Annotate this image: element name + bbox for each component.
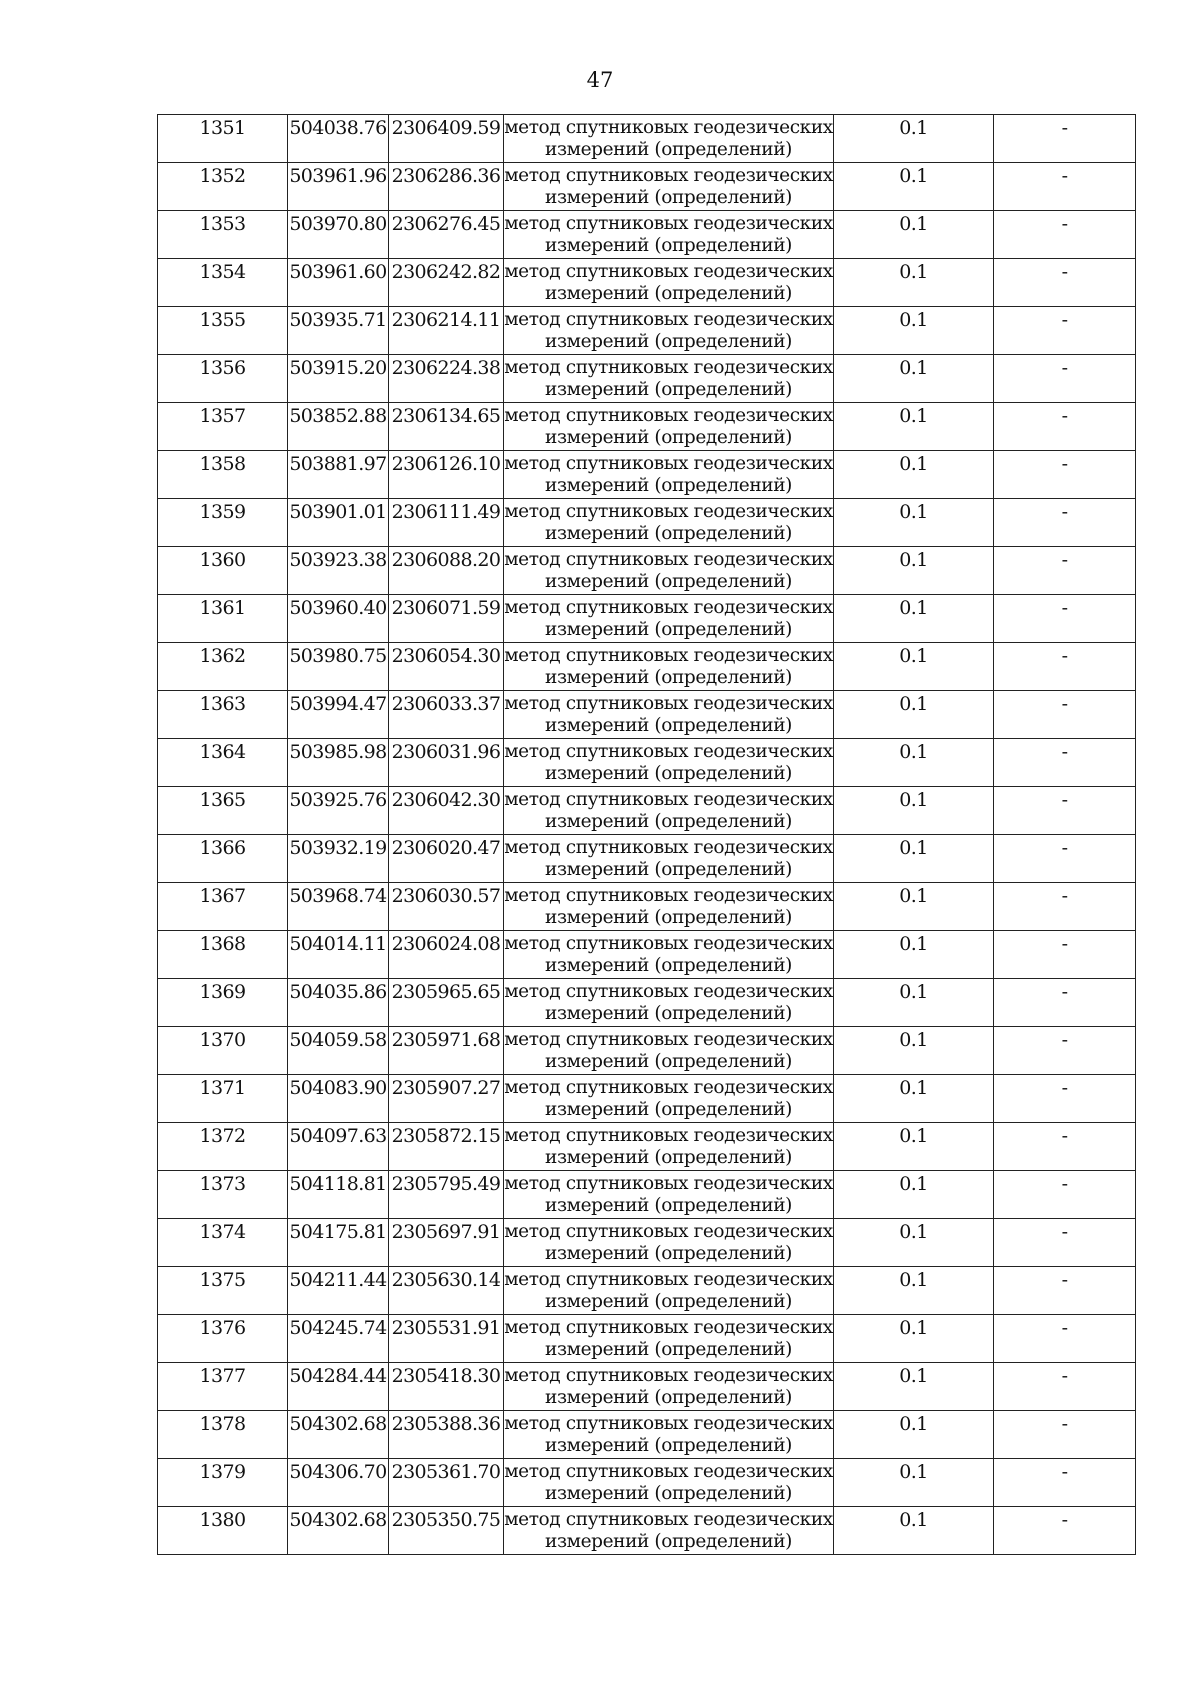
table-row bbox=[158, 211, 1136, 259]
table-row bbox=[158, 739, 1136, 787]
y-coordinate-cell: 2305971.68 bbox=[389, 1027, 504, 1075]
x-coordinate-cell: 504245.74 bbox=[288, 1315, 389, 1363]
method-cell bbox=[504, 499, 834, 547]
method-cell bbox=[504, 883, 834, 931]
method-cell bbox=[504, 1027, 834, 1075]
accuracy-cell: 0.1 bbox=[834, 163, 994, 211]
method-line-1: метод спутниковых геодезических bbox=[504, 1221, 833, 1242]
method-line-2: измерений (определений) bbox=[545, 283, 792, 304]
x-coordinate-cell: 504211.44 bbox=[288, 1267, 389, 1315]
table-row bbox=[158, 1507, 1136, 1555]
method-line-2: измерений (определений) bbox=[545, 715, 792, 736]
method-line-1: метод спутниковых геодезических bbox=[504, 453, 833, 474]
method-line-1: метод спутниковых геодезических bbox=[504, 837, 833, 858]
table-row bbox=[158, 547, 1136, 595]
accuracy-cell: 0.1 bbox=[834, 835, 994, 883]
accuracy-cell: 0.1 bbox=[834, 979, 994, 1027]
table-row bbox=[158, 1459, 1136, 1507]
point-number-cell: 1365 bbox=[158, 787, 288, 835]
method-line-1: метод спутниковых геодезических bbox=[504, 1077, 833, 1098]
x-coordinate-cell: 503925.76 bbox=[288, 787, 389, 835]
accuracy-cell: 0.1 bbox=[834, 691, 994, 739]
method-cell bbox=[504, 115, 834, 163]
method-line-2: измерений (определений) bbox=[545, 763, 792, 784]
method-line-1: метод спутниковых геодезических bbox=[504, 309, 833, 330]
point-number-cell: 1355 bbox=[158, 307, 288, 355]
point-number-cell: 1376 bbox=[158, 1315, 288, 1363]
note-cell: - bbox=[994, 499, 1136, 547]
method-line-2: измерений (определений) bbox=[545, 1339, 792, 1360]
method-line-1: метод спутниковых геодезических bbox=[504, 741, 833, 762]
method-line-2: измерений (определений) bbox=[545, 1195, 792, 1216]
point-number-cell: 1363 bbox=[158, 691, 288, 739]
accuracy-cell: 0.1 bbox=[834, 1267, 994, 1315]
y-coordinate-cell: 2306224.38 bbox=[389, 355, 504, 403]
table-row bbox=[158, 163, 1136, 211]
method-cell bbox=[504, 1459, 834, 1507]
x-coordinate-cell: 503881.97 bbox=[288, 451, 389, 499]
table-row bbox=[158, 307, 1136, 355]
point-number-cell: 1370 bbox=[158, 1027, 288, 1075]
accuracy-cell: 0.1 bbox=[834, 1411, 994, 1459]
accuracy-cell: 0.1 bbox=[834, 1027, 994, 1075]
point-number-cell: 1359 bbox=[158, 499, 288, 547]
method-line-1: метод спутниковых геодезических bbox=[504, 1173, 833, 1194]
x-coordinate-cell: 503935.71 bbox=[288, 307, 389, 355]
note-cell: - bbox=[994, 355, 1136, 403]
y-coordinate-cell: 2305531.91 bbox=[389, 1315, 504, 1363]
note-cell: - bbox=[994, 691, 1136, 739]
point-number-cell: 1357 bbox=[158, 403, 288, 451]
accuracy-cell: 0.1 bbox=[834, 211, 994, 259]
table-row bbox=[158, 403, 1136, 451]
table-row bbox=[158, 1171, 1136, 1219]
method-line-1: метод спутниковых геодезических bbox=[504, 597, 833, 618]
y-coordinate-cell: 2306286.36 bbox=[389, 163, 504, 211]
y-coordinate-cell: 2306111.49 bbox=[389, 499, 504, 547]
method-cell bbox=[504, 1219, 834, 1267]
note-cell: - bbox=[994, 547, 1136, 595]
method-cell bbox=[504, 1363, 834, 1411]
method-line-1: метод спутниковых геодезических bbox=[504, 1125, 833, 1146]
note-cell: - bbox=[994, 643, 1136, 691]
x-coordinate-cell: 503901.01 bbox=[288, 499, 389, 547]
note-cell: - bbox=[994, 835, 1136, 883]
table-row bbox=[158, 499, 1136, 547]
x-coordinate-cell: 503968.74 bbox=[288, 883, 389, 931]
table-row bbox=[158, 691, 1136, 739]
x-coordinate-cell: 503932.19 bbox=[288, 835, 389, 883]
method-cell bbox=[504, 835, 834, 883]
x-coordinate-cell: 503852.88 bbox=[288, 403, 389, 451]
method-cell bbox=[504, 1075, 834, 1123]
accuracy-cell: 0.1 bbox=[834, 1459, 994, 1507]
method-line-2: измерений (определений) bbox=[545, 859, 792, 880]
y-coordinate-cell: 2306042.30 bbox=[389, 787, 504, 835]
note-cell: - bbox=[994, 1363, 1136, 1411]
x-coordinate-cell: 504118.81 bbox=[288, 1171, 389, 1219]
method-line-2: измерений (определений) bbox=[545, 427, 792, 448]
x-coordinate-cell: 504175.81 bbox=[288, 1219, 389, 1267]
y-coordinate-cell: 2305795.49 bbox=[389, 1171, 504, 1219]
y-coordinate-cell: 2306214.11 bbox=[389, 307, 504, 355]
accuracy-cell: 0.1 bbox=[834, 403, 994, 451]
method-line-2: измерений (определений) bbox=[545, 523, 792, 544]
table-row bbox=[158, 835, 1136, 883]
accuracy-cell: 0.1 bbox=[834, 1363, 994, 1411]
accuracy-cell: 0.1 bbox=[834, 931, 994, 979]
note-cell: - bbox=[994, 1171, 1136, 1219]
y-coordinate-cell: 2306134.65 bbox=[389, 403, 504, 451]
table-row bbox=[158, 931, 1136, 979]
x-coordinate-cell: 503970.80 bbox=[288, 211, 389, 259]
method-cell bbox=[504, 1267, 834, 1315]
method-line-1: метод спутниковых геодезических bbox=[504, 1461, 833, 1482]
note-cell: - bbox=[994, 163, 1136, 211]
x-coordinate-cell: 503923.38 bbox=[288, 547, 389, 595]
point-number-cell: 1356 bbox=[158, 355, 288, 403]
method-line-2: измерений (определений) bbox=[545, 235, 792, 256]
method-cell bbox=[504, 211, 834, 259]
accuracy-cell: 0.1 bbox=[834, 1219, 994, 1267]
method-line-1: метод спутниковых геодезических bbox=[504, 165, 833, 186]
y-coordinate-cell: 2306276.45 bbox=[389, 211, 504, 259]
point-number-cell: 1375 bbox=[158, 1267, 288, 1315]
method-cell bbox=[504, 547, 834, 595]
y-coordinate-cell: 2306024.08 bbox=[389, 931, 504, 979]
note-cell: - bbox=[994, 1027, 1136, 1075]
method-line-2: измерений (определений) bbox=[545, 667, 792, 688]
point-number-cell: 1351 bbox=[158, 115, 288, 163]
point-number-cell: 1379 bbox=[158, 1459, 288, 1507]
method-line-1: метод спутниковых геодезических bbox=[504, 261, 833, 282]
x-coordinate-cell: 504302.68 bbox=[288, 1507, 389, 1555]
method-line-2: измерений (определений) bbox=[545, 331, 792, 352]
point-number-cell: 1371 bbox=[158, 1075, 288, 1123]
method-line-1: метод спутниковых геодезических bbox=[504, 501, 833, 522]
method-line-2: измерений (определений) bbox=[545, 1003, 792, 1024]
table-row bbox=[158, 1075, 1136, 1123]
note-cell: - bbox=[994, 1411, 1136, 1459]
note-cell: - bbox=[994, 883, 1136, 931]
accuracy-cell: 0.1 bbox=[834, 1171, 994, 1219]
method-cell bbox=[504, 1171, 834, 1219]
method-line-2: измерений (определений) bbox=[545, 1147, 792, 1168]
accuracy-cell: 0.1 bbox=[834, 451, 994, 499]
note-cell: - bbox=[994, 1075, 1136, 1123]
method-line-1: метод спутниковых геодезических bbox=[504, 117, 833, 138]
x-coordinate-cell: 504059.58 bbox=[288, 1027, 389, 1075]
point-number-cell: 1378 bbox=[158, 1411, 288, 1459]
note-cell: - bbox=[994, 259, 1136, 307]
method-cell bbox=[504, 403, 834, 451]
note-cell: - bbox=[994, 1267, 1136, 1315]
note-cell: - bbox=[994, 739, 1136, 787]
method-cell bbox=[504, 1411, 834, 1459]
method-cell bbox=[504, 307, 834, 355]
accuracy-cell: 0.1 bbox=[834, 739, 994, 787]
method-line-2: измерений (определений) bbox=[545, 1387, 792, 1408]
method-line-1: метод спутниковых геодезических bbox=[504, 645, 833, 666]
point-number-cell: 1374 bbox=[158, 1219, 288, 1267]
table-row bbox=[158, 1363, 1136, 1411]
x-coordinate-cell: 503960.40 bbox=[288, 595, 389, 643]
point-number-cell: 1352 bbox=[158, 163, 288, 211]
y-coordinate-cell: 2305388.36 bbox=[389, 1411, 504, 1459]
point-number-cell: 1367 bbox=[158, 883, 288, 931]
accuracy-cell: 0.1 bbox=[834, 1075, 994, 1123]
x-coordinate-cell: 503985.98 bbox=[288, 739, 389, 787]
point-number-cell: 1369 bbox=[158, 979, 288, 1027]
method-line-2: измерений (определений) bbox=[545, 1243, 792, 1264]
table-row bbox=[158, 1267, 1136, 1315]
method-cell bbox=[504, 979, 834, 1027]
accuracy-cell: 0.1 bbox=[834, 595, 994, 643]
x-coordinate-cell: 503994.47 bbox=[288, 691, 389, 739]
y-coordinate-cell: 2306071.59 bbox=[389, 595, 504, 643]
note-cell: - bbox=[994, 979, 1136, 1027]
table-row bbox=[158, 1219, 1136, 1267]
point-number-cell: 1377 bbox=[158, 1363, 288, 1411]
method-line-1: метод спутниковых геодезических bbox=[504, 1413, 833, 1434]
x-coordinate-cell: 503961.60 bbox=[288, 259, 389, 307]
x-coordinate-cell: 503961.96 bbox=[288, 163, 389, 211]
y-coordinate-cell: 2305965.65 bbox=[389, 979, 504, 1027]
y-coordinate-cell: 2306409.59 bbox=[389, 115, 504, 163]
table-row bbox=[158, 1315, 1136, 1363]
table-row bbox=[158, 1123, 1136, 1171]
table-row bbox=[158, 355, 1136, 403]
x-coordinate-cell: 504083.90 bbox=[288, 1075, 389, 1123]
point-number-cell: 1368 bbox=[158, 931, 288, 979]
point-number-cell: 1360 bbox=[158, 547, 288, 595]
y-coordinate-cell: 2306088.20 bbox=[389, 547, 504, 595]
method-cell bbox=[504, 1315, 834, 1363]
accuracy-cell: 0.1 bbox=[834, 883, 994, 931]
method-line-2: измерений (определений) bbox=[545, 1099, 792, 1120]
point-number-cell: 1353 bbox=[158, 211, 288, 259]
method-line-1: метод спутниковых геодезических bbox=[504, 1029, 833, 1050]
method-line-2: измерений (определений) bbox=[545, 619, 792, 640]
method-cell bbox=[504, 595, 834, 643]
method-cell bbox=[504, 451, 834, 499]
method-line-1: метод спутниковых геодезических bbox=[504, 549, 833, 570]
table-row bbox=[158, 979, 1136, 1027]
method-line-1: метод спутниковых геодезических bbox=[504, 885, 833, 906]
accuracy-cell: 0.1 bbox=[834, 643, 994, 691]
point-number-cell: 1380 bbox=[158, 1507, 288, 1555]
point-number-cell: 1362 bbox=[158, 643, 288, 691]
table-row bbox=[158, 115, 1136, 163]
method-line-1: метод спутниковых геодезических bbox=[504, 933, 833, 954]
coordinates-table bbox=[157, 114, 1136, 1555]
method-line-2: измерений (определений) bbox=[545, 907, 792, 928]
note-cell: - bbox=[994, 1219, 1136, 1267]
method-line-1: метод спутниковых геодезических bbox=[504, 1269, 833, 1290]
y-coordinate-cell: 2306031.96 bbox=[389, 739, 504, 787]
method-line-2: измерений (определений) bbox=[545, 571, 792, 592]
x-coordinate-cell: 504302.68 bbox=[288, 1411, 389, 1459]
method-line-2: измерений (определений) bbox=[545, 187, 792, 208]
accuracy-cell: 0.1 bbox=[834, 499, 994, 547]
method-cell bbox=[504, 259, 834, 307]
method-line-1: метод спутниковых геодезических bbox=[504, 1509, 833, 1530]
y-coordinate-cell: 2305630.14 bbox=[389, 1267, 504, 1315]
method-cell bbox=[504, 643, 834, 691]
method-cell bbox=[504, 1123, 834, 1171]
accuracy-cell: 0.1 bbox=[834, 307, 994, 355]
method-line-1: метод спутниковых геодезических bbox=[504, 357, 833, 378]
note-cell: - bbox=[994, 1507, 1136, 1555]
y-coordinate-cell: 2305872.15 bbox=[389, 1123, 504, 1171]
note-cell: - bbox=[994, 595, 1136, 643]
x-coordinate-cell: 503980.75 bbox=[288, 643, 389, 691]
note-cell: - bbox=[994, 403, 1136, 451]
y-coordinate-cell: 2306033.37 bbox=[389, 691, 504, 739]
note-cell: - bbox=[994, 1459, 1136, 1507]
method-line-1: метод спутниковых геодезических bbox=[504, 981, 833, 1002]
table-row bbox=[158, 595, 1136, 643]
point-number-cell: 1364 bbox=[158, 739, 288, 787]
method-line-1: метод спутниковых геодезических bbox=[504, 405, 833, 426]
accuracy-cell: 0.1 bbox=[834, 1507, 994, 1555]
x-coordinate-cell: 504097.63 bbox=[288, 1123, 389, 1171]
accuracy-cell: 0.1 bbox=[834, 259, 994, 307]
note-cell: - bbox=[994, 115, 1136, 163]
method-line-1: метод спутниковых геодезических bbox=[504, 213, 833, 234]
note-cell: - bbox=[994, 1315, 1136, 1363]
method-line-2: измерений (определений) bbox=[545, 1051, 792, 1072]
note-cell: - bbox=[994, 931, 1136, 979]
y-coordinate-cell: 2306126.10 bbox=[389, 451, 504, 499]
method-line-2: измерений (определений) bbox=[545, 1483, 792, 1504]
method-line-2: измерений (определений) bbox=[545, 811, 792, 832]
method-cell bbox=[504, 691, 834, 739]
note-cell: - bbox=[994, 451, 1136, 499]
x-coordinate-cell: 504284.44 bbox=[288, 1363, 389, 1411]
page-number: 47 bbox=[586, 68, 614, 92]
method-line-2: измерений (определений) bbox=[545, 1291, 792, 1312]
point-number-cell: 1366 bbox=[158, 835, 288, 883]
point-number-cell: 1372 bbox=[158, 1123, 288, 1171]
method-cell bbox=[504, 739, 834, 787]
note-cell: - bbox=[994, 211, 1136, 259]
method-line-1: метод спутниковых геодезических bbox=[504, 789, 833, 810]
y-coordinate-cell: 2306242.82 bbox=[389, 259, 504, 307]
method-line-2: измерений (определений) bbox=[545, 1435, 792, 1456]
table-row bbox=[158, 787, 1136, 835]
note-cell: - bbox=[994, 1123, 1136, 1171]
y-coordinate-cell: 2306030.57 bbox=[389, 883, 504, 931]
x-coordinate-cell: 504014.11 bbox=[288, 931, 389, 979]
method-cell bbox=[504, 1507, 834, 1555]
y-coordinate-cell: 2305361.70 bbox=[389, 1459, 504, 1507]
note-cell: - bbox=[994, 307, 1136, 355]
x-coordinate-cell: 504035.86 bbox=[288, 979, 389, 1027]
table-row bbox=[158, 883, 1136, 931]
point-number-cell: 1373 bbox=[158, 1171, 288, 1219]
point-number-cell: 1361 bbox=[158, 595, 288, 643]
accuracy-cell: 0.1 bbox=[834, 1315, 994, 1363]
coordinates-table-body bbox=[158, 115, 1136, 1555]
y-coordinate-cell: 2305907.27 bbox=[389, 1075, 504, 1123]
method-line-2: измерений (определений) bbox=[545, 1531, 792, 1552]
note-cell: - bbox=[994, 787, 1136, 835]
table-row bbox=[158, 451, 1136, 499]
point-number-cell: 1358 bbox=[158, 451, 288, 499]
method-line-2: измерений (определений) bbox=[545, 379, 792, 400]
table-row bbox=[158, 643, 1136, 691]
accuracy-cell: 0.1 bbox=[834, 115, 994, 163]
method-cell bbox=[504, 931, 834, 979]
y-coordinate-cell: 2305697.91 bbox=[389, 1219, 504, 1267]
method-cell bbox=[504, 355, 834, 403]
accuracy-cell: 0.1 bbox=[834, 355, 994, 403]
method-cell bbox=[504, 163, 834, 211]
method-cell bbox=[504, 787, 834, 835]
y-coordinate-cell: 2306054.30 bbox=[389, 643, 504, 691]
accuracy-cell: 0.1 bbox=[834, 547, 994, 595]
accuracy-cell: 0.1 bbox=[834, 1123, 994, 1171]
point-number-cell: 1354 bbox=[158, 259, 288, 307]
method-line-2: измерений (определений) bbox=[545, 139, 792, 160]
method-line-2: измерений (определений) bbox=[545, 955, 792, 976]
table-row bbox=[158, 1411, 1136, 1459]
x-coordinate-cell: 504038.76 bbox=[288, 115, 389, 163]
table-row bbox=[158, 259, 1136, 307]
method-line-1: метод спутниковых геодезических bbox=[504, 1365, 833, 1386]
accuracy-cell: 0.1 bbox=[834, 787, 994, 835]
method-line-1: метод спутниковых геодезических bbox=[504, 693, 833, 714]
y-coordinate-cell: 2305350.75 bbox=[389, 1507, 504, 1555]
method-line-1: метод спутниковых геодезических bbox=[504, 1317, 833, 1338]
y-coordinate-cell: 2306020.47 bbox=[389, 835, 504, 883]
x-coordinate-cell: 504306.70 bbox=[288, 1459, 389, 1507]
table-row bbox=[158, 1027, 1136, 1075]
y-coordinate-cell: 2305418.30 bbox=[389, 1363, 504, 1411]
x-coordinate-cell: 503915.20 bbox=[288, 355, 389, 403]
method-line-2: измерений (определений) bbox=[545, 475, 792, 496]
